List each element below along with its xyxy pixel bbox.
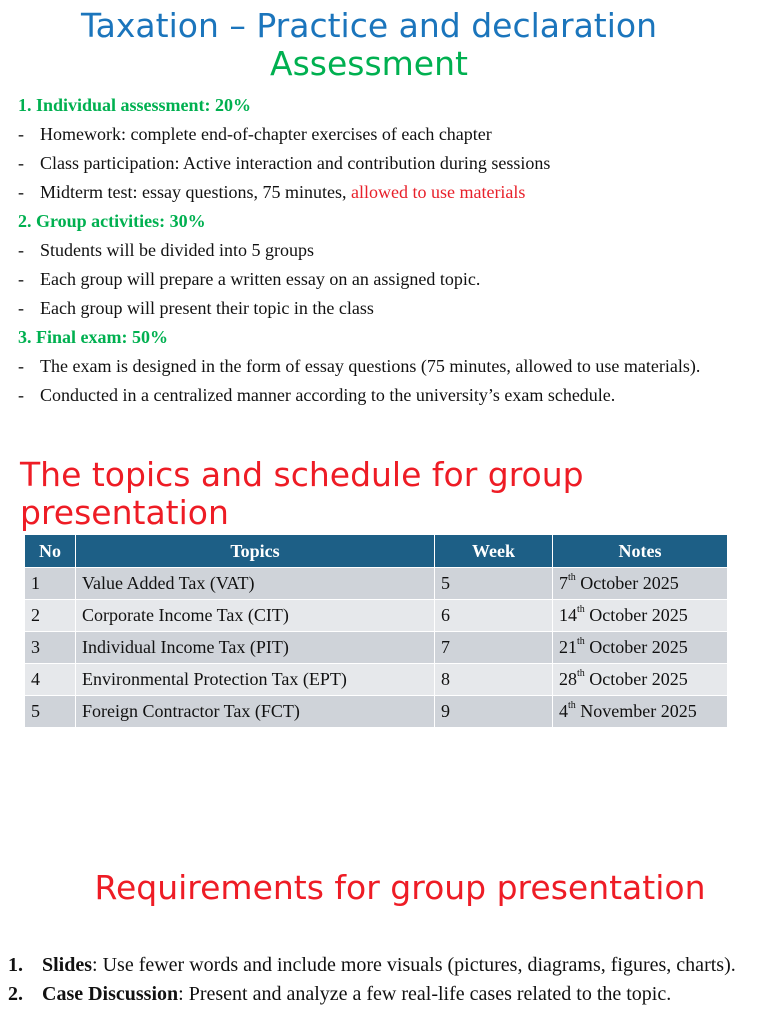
table-row [25,600,728,632]
bullet-dash: - [18,153,24,173]
bullet-text: Each group will prepare a written essay on an assigned topic. [40,269,481,289]
cell-no: 2 [25,600,76,632]
schedule-header-row [25,535,728,568]
schedule-body [25,568,728,728]
date-day: 21 [559,637,577,657]
bullet-dash: - [18,124,24,144]
date-day: 4 [559,701,568,721]
cell-week: 7 [435,632,553,664]
table-row [25,696,728,728]
bullet-text: The exam is designed in the form of essay questions (75 minutes, allowed to use materials). [40,356,701,376]
requirements-heading: Requirements for group presentation [94,868,706,907]
requirement-text: : Present and analyze a few real-life cases related to the topic. [178,983,672,1005]
bullet-dash: - [18,240,24,260]
date-rest: October 2025 [584,605,688,625]
cell-week: 8 [435,664,553,696]
date-day: 14 [559,605,577,625]
bullet-text: Midterm test: essay questions, 75 minutes, [40,182,351,202]
assessment-bullet-item [18,294,758,323]
requirement-item [8,982,753,1006]
cell-no: 3 [25,632,76,664]
bullet-dash: - [18,269,24,289]
date-rest: November 2025 [575,701,697,721]
requirements-list [8,953,753,1011]
date-suffix: th [577,668,585,679]
col-header-topics: Topics [76,535,435,568]
cell-topic: Value Added Tax (VAT) [76,568,435,600]
assessment-bullet-item [18,381,758,410]
table-row [25,632,728,664]
assessment-section-heading: 1. Individual assessment: 20% [18,95,252,115]
requirement-heading: Case Discussion [42,983,179,1005]
assessment-section-heading: 3. Final exam: 50% [18,327,168,347]
date-day: 7 [559,573,568,593]
requirement-number: 2. [8,983,23,1005]
highlight-text: allowed to use materials [350,182,526,202]
date-suffix: th [577,604,585,615]
page-title: Taxation – Practice and declaration [80,6,658,45]
bullet-text: Conducted in a centralized manner according to the university’s exam schedule. [40,385,616,405]
cell-topic: Foreign Contractor Tax (FCT) [76,696,435,728]
col-header-notes: Notes [553,535,728,568]
date-day: 28 [559,669,577,689]
assessment-bullet-item [18,178,758,207]
requirement-heading: Slides [42,954,93,976]
topics-heading: The topics and schedule for group presentation [20,455,584,532]
assessment-list [18,91,758,410]
date-rest: October 2025 [584,669,688,689]
date-suffix: th [568,572,576,583]
date-rest: October 2025 [575,573,679,593]
cell-no: 1 [25,568,76,600]
date-suffix: th [577,636,585,647]
cell-topic: Environmental Protection Tax (EPT) [76,664,435,696]
bullet-text: Class participation: Active interaction and contribution during sessions [40,153,551,173]
cell-no: 4 [25,664,76,696]
bullet-dash: - [18,298,24,318]
requirement-number: 1. [8,954,23,976]
cell-notes [553,568,728,600]
col-header-no: No [25,535,76,568]
assessment-bullet-item [18,149,758,178]
cell-topic: Corporate Income Tax (CIT) [76,600,435,632]
table-row [25,568,728,600]
assessment-heading: Assessment [270,44,468,83]
cell-notes [553,696,728,728]
assessment-bullet-item [18,265,758,294]
schedule-table [24,534,728,728]
cell-week: 6 [435,600,553,632]
bullet-text: Homework: complete end-of-chapter exercises of each chapter [40,124,492,144]
assessment-bullet-item [18,120,758,149]
bullet-dash: - [18,385,24,405]
assessment-bullet-item [18,352,758,381]
cell-notes [553,664,728,696]
cell-week: 5 [435,568,553,600]
requirement-text: : Use fewer words and include more visuals (pictures, diagrams, figures, charts). [92,954,736,976]
cell-notes [553,632,728,664]
assessment-bullet-item [18,236,758,265]
assessment-section-heading: 2. Group activities: 30% [18,211,206,231]
cell-week: 9 [435,696,553,728]
bullet-text: Students will be divided into 5 groups [40,240,314,260]
cell-notes [553,600,728,632]
cell-no: 5 [25,696,76,728]
date-rest: October 2025 [584,637,688,657]
col-header-week: Week [435,535,553,568]
bullet-dash: - [18,356,24,376]
bullet-text: Each group will present their topic in the class [40,298,374,318]
table-row [25,664,728,696]
cell-topic: Individual Income Tax (PIT) [76,632,435,664]
bullet-dash: - [18,182,24,202]
requirement-item [8,953,753,977]
date-suffix: th [568,700,576,711]
